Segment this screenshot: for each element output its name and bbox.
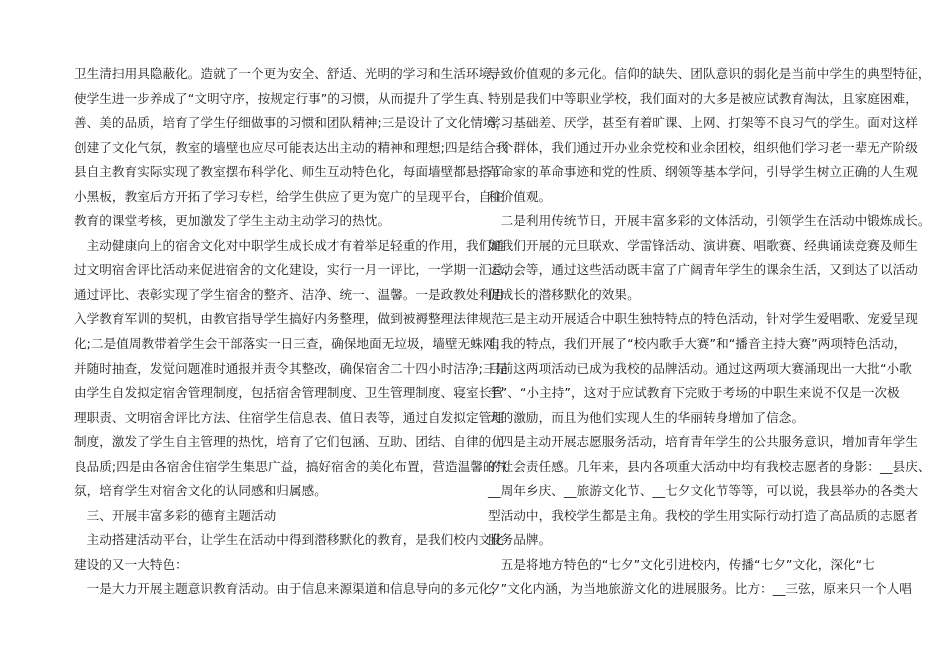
text-line: 目前这两项活动已成为我校的品牌活动。通过这两项大赛涌现出一大批“小歌 (488, 360, 912, 376)
text-line: 由学生自发拟定宿舍管理制度，包括宿舍管理制度、卫生管理制度、寝室长管 (74, 385, 504, 401)
text-line: 氛，培育学生对宿舍文化的认同感和归属感。 (74, 483, 327, 499)
text-line: 四是主动开展志愿服务活动，培育青年学生的公共服务意识，增加青年学生 (488, 434, 918, 450)
text-line: 创建了文化气氛，教室的墙壁也应尽可能表达出主动的精神和理想;四是结合我 (74, 139, 509, 155)
text-line: 教育的课堂考核，更加激发了学生主动主动学习的热忱。 (74, 213, 391, 229)
text-line: 并随时抽查，发觉问题准时通报并责令其整改，确保宿舍二十四小时洁净;三是 (74, 360, 509, 376)
text-line: 夕”文化内涵，为当地旅游文化的进展服务。比方：__三弦，原来只一个人唱 (488, 581, 912, 597)
text-line: 大的激励，而且为他们实现人生的华丽转身增加了信念。 (488, 409, 805, 425)
text-line: 主动健康向上的宿舍文化对中职学生成长成才有着举足轻重的作用，我们通 (74, 237, 504, 253)
text-line: 五是将地方特色的“七夕”文化引进校内，传播“七夕”文化，深化“七 (488, 556, 875, 572)
text-line: 二是利用传统节日，开展丰富多彩的文体活动，引领学生在活动中锻炼成长。 (488, 213, 931, 229)
text-line: 理职责、文明宿舍评比方法、住宿学生信息表、值日表等，通过自发拟定管理 (74, 409, 504, 425)
text-line: 手”、“小主持”，这对于应试教育下完败于考场的中职生来说不仅是一次极 (488, 385, 900, 401)
text-line: 使学生进一步养成了“文明守序，按规定行事”的习惯，从而提升了学生真、 (74, 90, 492, 106)
text-line: 小黑板，教室后方开拓了学习专栏，给学生供应了更为宽广的呈现平台，自主 (74, 188, 504, 204)
text-line: 运动会等，通过这些活动既丰富了广阔青年学生的课余生活，又到达了以活动 (488, 262, 918, 278)
text-line: 善、美的品质，培育了学生仔细做事的习惯和团队精神;三是设计了文化情境， (74, 115, 509, 131)
left-text-column (74, 62, 517, 602)
text-line: 建设的又一大特色： (74, 556, 188, 572)
text-line: 导致价值观的多元化。信仰的缺失、团队意识的弱化是当前中学生的典型特征， (488, 66, 931, 81)
text-line: 的社会责任感。几年来，县内各项重大活动中均有我校志愿者的身影：__县庆、 (488, 458, 931, 474)
text-line: 良品质;四是由各宿舍住宿学生集思广益，搞好宿舍的美化布置，营造温馨的气 (74, 458, 509, 474)
text-line: 特别是我们中等职业学校，我们面对的大多是被应试教育淘汰，且家庭困难， (488, 90, 918, 106)
text-line: 化;二是值周教带着学生会干部落实一日三查，确保地面无垃圾，墙壁无蛛网， (74, 336, 509, 352)
text-line: 革命家的革命事迹和党的性质、纲领等基本学问，引导学生树立正确的人生观 (488, 164, 918, 180)
text-line: 三、开展丰富多彩的德育主题活动 (74, 507, 277, 523)
text-line: 县自主教育实际实现了教室摆布科学化、师生互动特色化，每面墙壁都悬搭了 (74, 164, 504, 180)
text-line: 和价值观。 (488, 188, 552, 204)
text-line: 三是主动开展适合中职生独特特点的特色活动，针对学生爱唱歌、宠爱呈现 (488, 311, 918, 327)
text-line: 主动搭建活动平台，让学生在活动中得到潜移默化的教育，是我们校内文化 (74, 532, 504, 548)
text-line: 服务品牌。 (488, 532, 552, 548)
text-line: 制度，激发了学生自主管理的热忱，培育了它们包涵、互助、团结、自律的优 (74, 434, 504, 450)
text-line: 一是大力开展主题意识教育活动。由于信息来源渠道和信息导向的多元化， (74, 581, 504, 597)
text-line: 入学教育军训的契机，由教官指导学生搞好内务整理，做到被褥整理法律规范 (74, 311, 504, 327)
text-line: 如我们开展的元旦联欢、学雷锋活动、演讲赛、唱歌赛、经典诵读竞赛及师生 (488, 237, 918, 253)
text-line: 自我的特点，我们开展了“校内歌手大赛”和“播音主持大赛”两项特色活动， (488, 336, 907, 352)
right-text-column (488, 62, 931, 602)
text-line: 学习基础差、厌学，甚至有着旷课、上网、打架等不良习气的学生。面对这样 (488, 115, 918, 131)
text-line: 促成长的潜移默化的效果。 (488, 286, 640, 302)
text-line: 型活动中，我校学生都是主角。我校的学生用实际行动打造了高品质的志愿者 (488, 507, 918, 523)
text-line: 通过评比、表彰实现了学生宿舍的整齐、洁净、统一、温馨。一是政教处利用 (74, 286, 504, 302)
text-line: __周年乡庆、__旅游文化节、__七夕文化节等等，可以说，我县举办的各类大 (488, 483, 919, 499)
text-line: 过文明宿舍评比活动来促进宿舍的文化建设，实行一月一评比，一学期一汇总， (74, 262, 517, 278)
text-line: 卫生清扫用具隐蔽化。造就了一个更为安全、舒适、光明的学习和生活环境， (74, 66, 504, 81)
text-line: 一个群体，我们通过开办业余党校和业余团校，组织他们学习老一辈无产阶级 (488, 139, 918, 155)
